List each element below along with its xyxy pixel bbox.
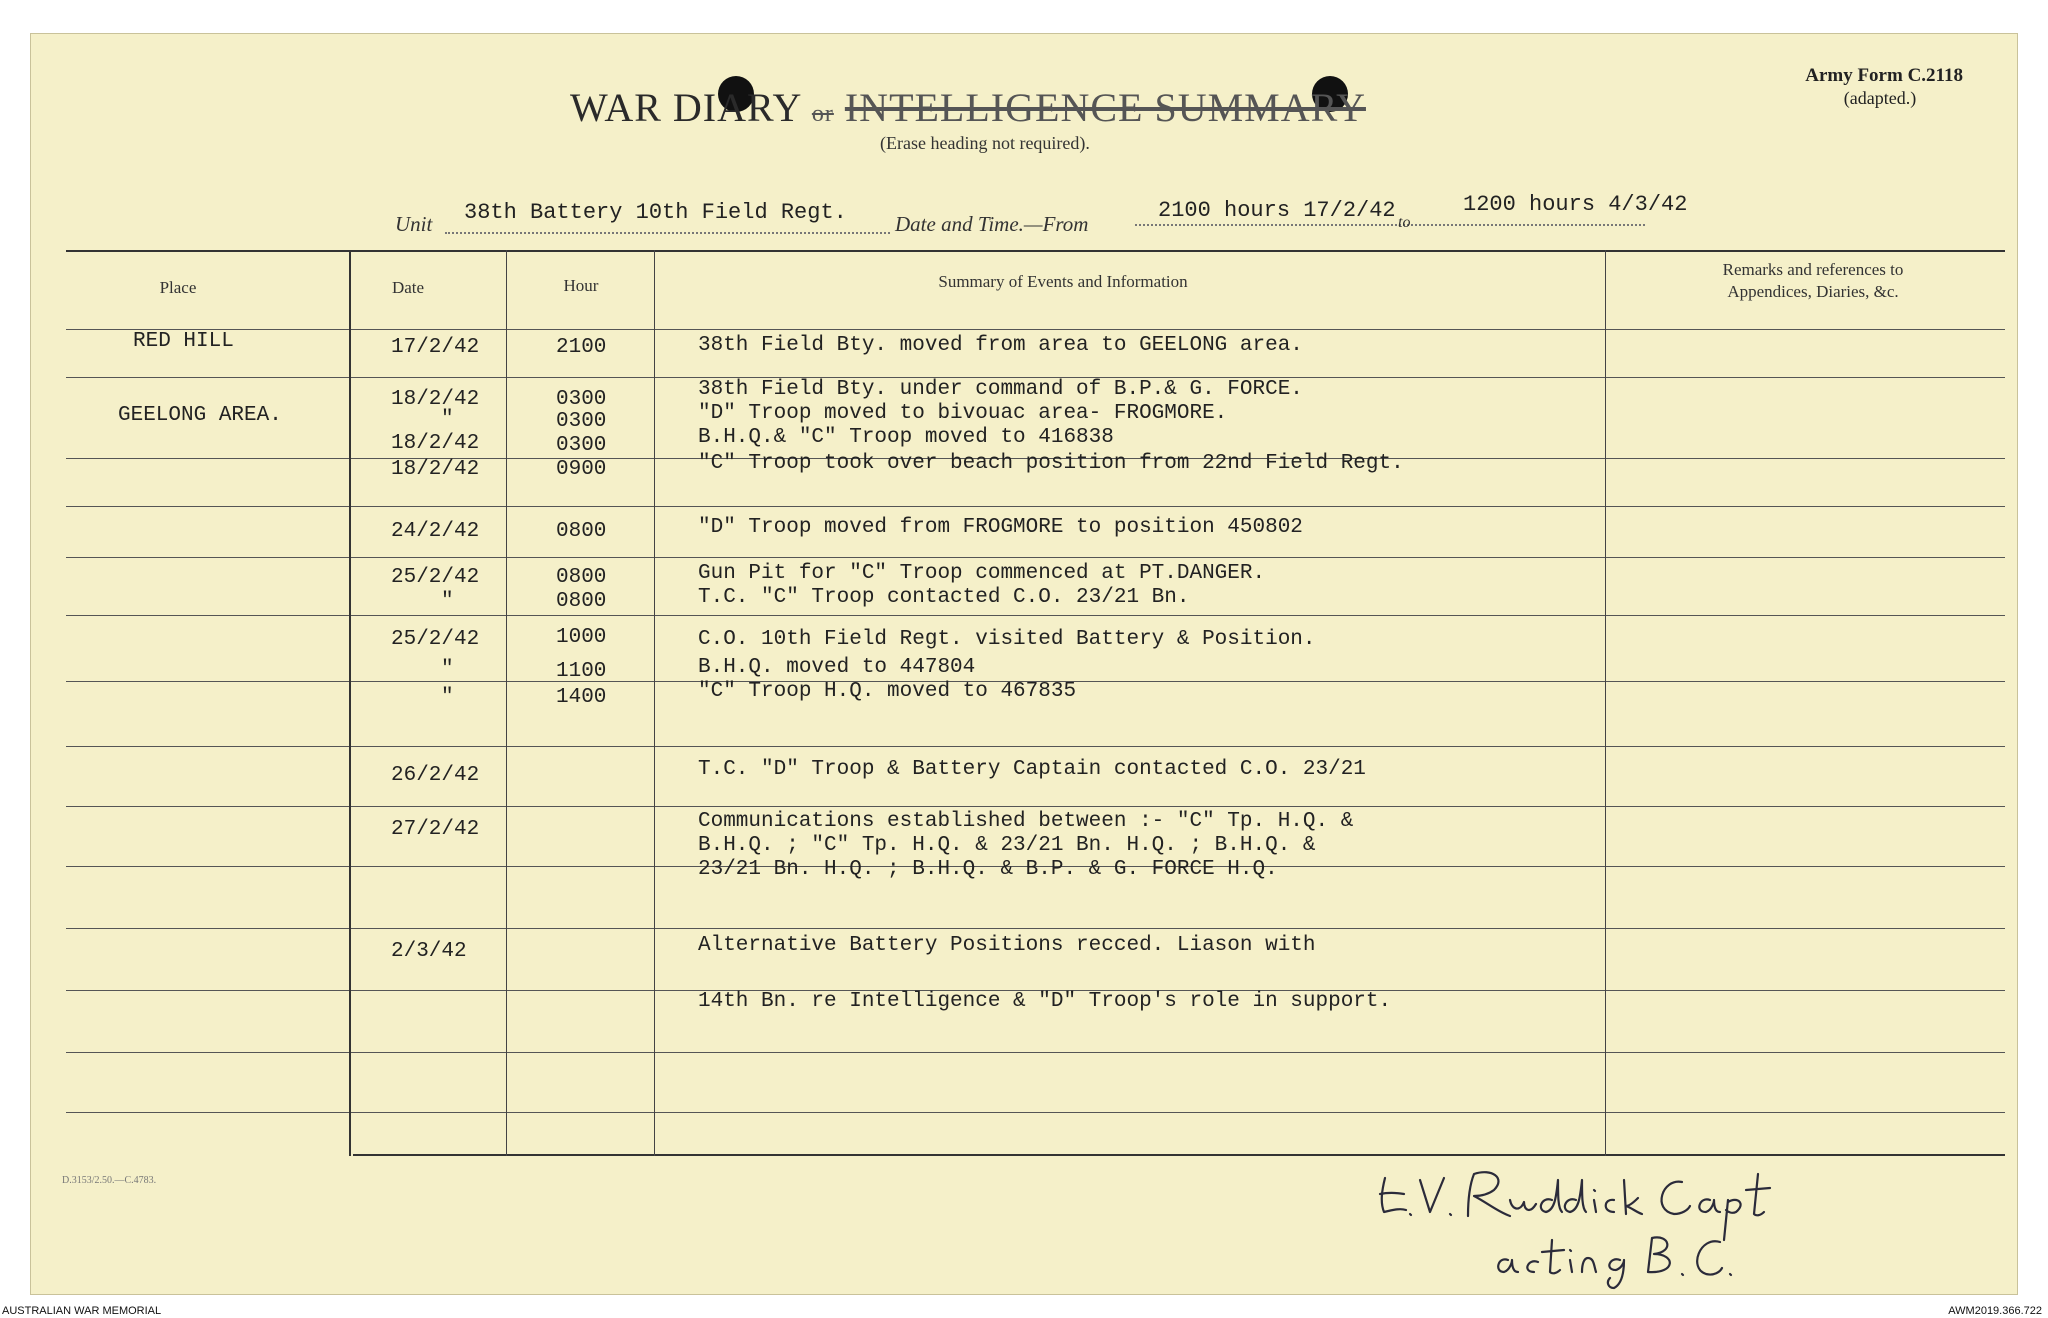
entry-summary: Alternative Battery Positions recced. Liason with bbox=[698, 934, 1316, 957]
entry-date: 26/2/42 bbox=[391, 764, 480, 787]
entry-date: 18/2/42 bbox=[391, 432, 480, 455]
entry-date: 17/2/42 bbox=[391, 336, 480, 359]
entry-summary: Communications established between :- "C" Tp. H.Q. & bbox=[698, 810, 1354, 833]
row-divider bbox=[66, 746, 2005, 747]
unit-label: Unit bbox=[395, 212, 433, 236]
col-divider bbox=[349, 250, 351, 1156]
entry-hour: 0300 bbox=[556, 410, 607, 433]
entry-summary: "D" Troop moved to bivouac area- FROGMORE. bbox=[698, 402, 1228, 425]
entry-place: RED HILL bbox=[133, 330, 234, 353]
entry-hour: 0900 bbox=[556, 458, 607, 481]
entry-summary: Gun Pit for "C" Troop commenced at PT.DANGER. bbox=[698, 562, 1266, 585]
entry-summary: "C" Troop H.Q. moved to 467835 bbox=[698, 680, 1077, 703]
table-top-rule bbox=[66, 250, 2005, 252]
entry-summary: T.C. "C" Troop contacted C.O. 23/21 Bn. bbox=[698, 586, 1190, 609]
entry-summary: "D" Troop moved from FROGMORE to position 450802 bbox=[698, 516, 1303, 539]
diary-table bbox=[33, 206, 2005, 1156]
row-divider bbox=[66, 928, 2005, 929]
entry-summary: T.C. "D" Troop & Battery Captain contacted C.O. 23/21 bbox=[698, 758, 1366, 781]
entry-hour: 1400 bbox=[556, 686, 607, 709]
row-divider bbox=[66, 557, 2005, 558]
col-header-remarks-line1: Remarks and references to bbox=[1722, 260, 1904, 279]
entry-date: " bbox=[441, 408, 454, 431]
entry-summary: 38th Field Bty. moved from area to GEELONG area. bbox=[698, 334, 1303, 357]
print-code: D.3153/2.50.—C.4783. bbox=[62, 1175, 157, 1186]
col-header-date: Date bbox=[391, 278, 425, 297]
army-form-number: Army Form C.2118 bbox=[1805, 65, 1963, 86]
entry-place: GEELONG AREA. bbox=[118, 404, 282, 427]
entry-date: 24/2/42 bbox=[391, 520, 480, 543]
form-title bbox=[570, 84, 1366, 131]
row-divider bbox=[66, 506, 2005, 507]
date-time-label: Date and Time.—From bbox=[895, 212, 1089, 236]
entry-summary: 14th Bn. re Intelligence & "D" Troop's role in support. bbox=[698, 990, 1392, 1013]
col-divider bbox=[1605, 250, 1606, 1156]
erase-heading-note: (Erase heading not required). bbox=[880, 133, 1090, 153]
col-divider bbox=[506, 250, 507, 1156]
row-divider bbox=[66, 806, 2005, 807]
entry-date: 2/3/42 bbox=[391, 940, 467, 963]
unit-value: 38th Battery 10th Field Regt. bbox=[464, 200, 847, 225]
entry-hour: 0800 bbox=[556, 566, 607, 589]
entry-hour: 2100 bbox=[556, 336, 607, 359]
title-or: or bbox=[811, 101, 834, 127]
row-divider bbox=[66, 1052, 2005, 1053]
entry-hour: 0800 bbox=[556, 520, 607, 543]
entry-date: 25/2/42 bbox=[391, 566, 480, 589]
entry-hour: 0300 bbox=[556, 434, 607, 457]
row-divider bbox=[66, 329, 2005, 330]
entry-hour: 1100 bbox=[556, 660, 607, 683]
entry-date: " bbox=[441, 686, 454, 709]
entry-summary: 38th Field Bty. under command of B.P.& G. FORCE. bbox=[698, 378, 1303, 401]
col-header-remarks-line2: Appendices, Diaries, &c. bbox=[1727, 282, 1899, 301]
entry-date: 18/2/42 bbox=[391, 388, 480, 411]
col-header-place: Place bbox=[159, 278, 197, 297]
entry-date: 27/2/42 bbox=[391, 818, 480, 841]
signature-image bbox=[1370, 1160, 1850, 1290]
title-intelligence-summary: INTELLIGENCE SUMMARY bbox=[844, 85, 1366, 130]
entry-hour: 0300 bbox=[556, 388, 607, 411]
entry-date: " bbox=[441, 590, 454, 613]
entry-summary: B.H.Q. moved to 447804 bbox=[698, 656, 976, 679]
col-header-hour: Hour bbox=[563, 276, 599, 295]
row-divider bbox=[66, 1112, 2005, 1113]
row-divider bbox=[66, 615, 2005, 616]
entry-summary: 23/21 Bn. H.Q. ; B.H.Q. & B.P. & G. FORCE H.Q. bbox=[698, 858, 1278, 881]
title-war-diary: WAR DIARY bbox=[570, 85, 801, 130]
entry-date: 18/2/42 bbox=[391, 458, 480, 481]
col-divider bbox=[654, 250, 655, 1156]
entry-summary: C.O. 10th Field Regt. visited Battery & Position. bbox=[698, 628, 1316, 651]
col-header-summary: Summary of Events and Information bbox=[938, 272, 1188, 291]
to-label: to bbox=[1398, 214, 1411, 231]
footer-accession-number: AWM2019.366.722 bbox=[1948, 1305, 2042, 1317]
entry-hour: 0800 bbox=[556, 590, 607, 613]
entry-summary: "C" Troop took over beach position from 22nd Field Regt. bbox=[698, 452, 1404, 475]
from-value: 2100 hours 17/2/42 bbox=[1158, 198, 1396, 223]
entry-summary: B.H.Q.& "C" Troop moved to 416838 bbox=[698, 426, 1114, 449]
entry-date: " bbox=[441, 658, 454, 681]
entry-summary: B.H.Q. ; "C" Tp. H.Q. & 23/21 Bn. H.Q. ; B.H.Q. & bbox=[698, 834, 1316, 857]
army-form-adapted: (adapted.) bbox=[1843, 88, 1917, 108]
footer-institution: AUSTRALIAN WAR MEMORIAL bbox=[2, 1305, 162, 1317]
entry-hour: 1000 bbox=[556, 626, 607, 649]
table-bottom-rule bbox=[353, 1154, 2005, 1156]
to-value: 1200 hours 4/3/42 bbox=[1463, 192, 1688, 217]
entry-date: 25/2/42 bbox=[391, 628, 480, 651]
